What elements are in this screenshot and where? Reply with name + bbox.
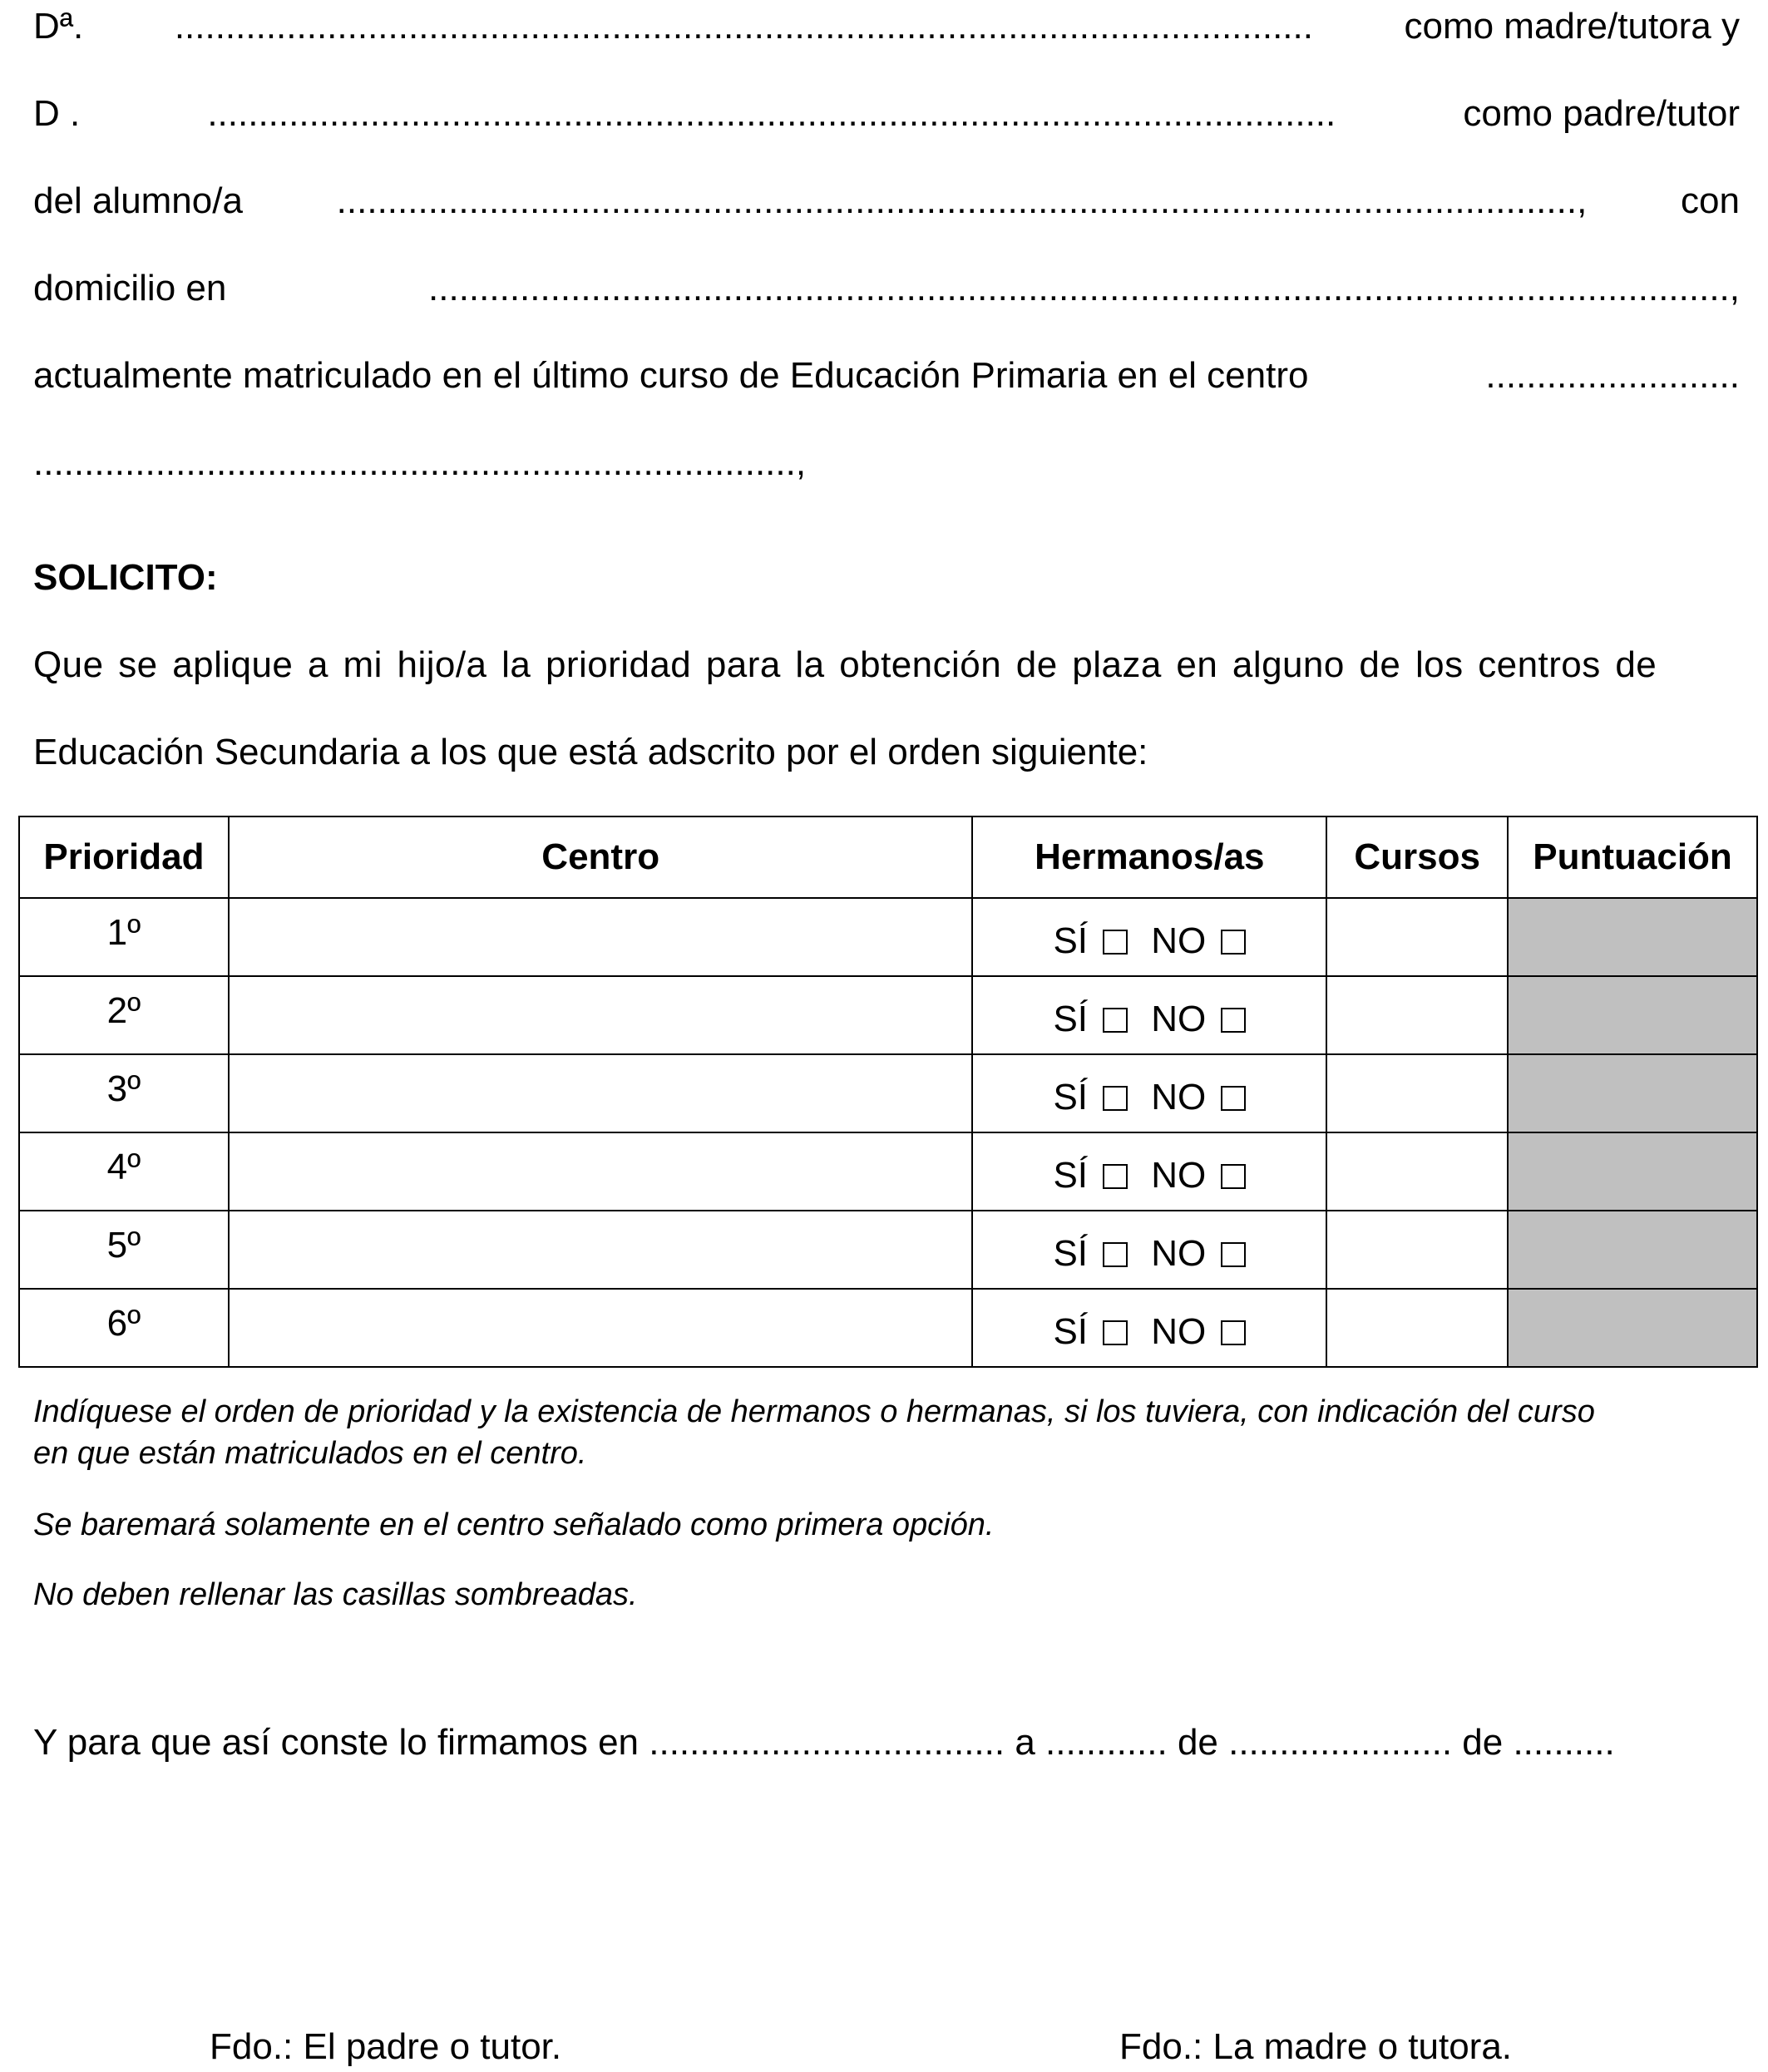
prioridad-cell: 2º	[19, 976, 229, 1054]
table-row	[19, 1132, 1757, 1211]
signature-mother: Fdo.: La madre o tutora.	[1119, 2026, 1513, 2067]
padre-dots: ...............................................................................................................	[207, 93, 1336, 134]
header-prioridad: Prioridad	[19, 816, 229, 898]
si-checkbox[interactable]	[1103, 930, 1128, 955]
centro-dots: .........................	[1485, 355, 1740, 396]
no-label: NO	[1151, 1233, 1207, 1274]
si-label: SÍ	[1053, 1155, 1089, 1196]
table-row	[19, 1054, 1757, 1132]
header-centro: Centro	[229, 816, 973, 898]
no-label: NO	[1151, 1077, 1207, 1117]
prioridad-cell: 5º	[19, 1211, 229, 1289]
no-checkbox[interactable]	[1221, 1008, 1246, 1033]
note-prioridad-line-1: Indíquese el orden de prioridad y la existencia de hermanos o hermanas, si los tuviera, con indicación del curso	[33, 1394, 1595, 1429]
priority-table	[18, 816, 1758, 1368]
table-row	[19, 898, 1757, 976]
si-checkbox[interactable]	[1103, 1242, 1128, 1267]
madre-label: Dª.	[33, 6, 84, 47]
centro-cell[interactable]	[229, 976, 973, 1054]
cursos-cell[interactable]	[1326, 976, 1508, 1054]
puntuacion-shaded-cell	[1508, 1132, 1757, 1211]
hermanos-cell	[972, 1211, 1326, 1289]
si-checkbox[interactable]	[1103, 1086, 1128, 1111]
centro-label: actualmente matriculado en el último curso de Educación Primaria en el centro	[33, 355, 1309, 396]
prioridad-cell: 1º	[19, 898, 229, 976]
si-label: SÍ	[1053, 1077, 1089, 1117]
cursos-cell[interactable]	[1326, 1211, 1508, 1289]
domicilio-dots: ................................................................................................................................,	[428, 268, 1740, 308]
centro-cell[interactable]	[229, 1132, 973, 1211]
alumno-line	[33, 176, 1740, 226]
padre-label: D .	[33, 93, 81, 134]
solicito-heading: SOLICITO:	[33, 557, 218, 598]
madre-role: como madre/tutora y	[1404, 6, 1740, 47]
puntuacion-shaded-cell	[1508, 898, 1757, 976]
table-row	[19, 976, 1757, 1054]
padre-role: como padre/tutor	[1463, 93, 1740, 134]
note-baremo: Se baremará solamente en el centro señalado como primera opción.	[33, 1507, 995, 1542]
alumno-label: del alumno/a	[33, 180, 243, 221]
puntuacion-shaded-cell	[1508, 1289, 1757, 1367]
puntuacion-shaded-cell	[1508, 1054, 1757, 1132]
no-checkbox[interactable]	[1221, 1242, 1246, 1267]
domicilio-label: domicilio en	[33, 268, 227, 308]
note-sombreadas: No deben rellenar las casillas sombreadas.	[33, 1577, 638, 1612]
table-row	[19, 1289, 1757, 1367]
madre-dots: ................................................................................................................	[174, 6, 1313, 47]
prioridad-cell: 3º	[19, 1054, 229, 1132]
prioridad-cell: 6º	[19, 1289, 229, 1367]
madre-line	[33, 2, 1740, 52]
padre-line	[33, 89, 1740, 139]
alumno-con: con	[1681, 180, 1740, 221]
request-line-1: Que se aplique a mi hijo/a la prioridad para la obtención de plaza en alguno de los centros de	[33, 644, 1657, 685]
no-label: NO	[1151, 1155, 1207, 1196]
si-checkbox[interactable]	[1103, 1164, 1128, 1189]
centro-cell[interactable]	[229, 898, 973, 976]
no-label: NO	[1151, 1311, 1207, 1352]
centro-line	[33, 351, 1740, 401]
no-checkbox[interactable]	[1221, 1320, 1246, 1345]
si-label: SÍ	[1053, 1311, 1089, 1352]
hermanos-cell	[972, 976, 1326, 1054]
hermanos-cell	[972, 1289, 1326, 1367]
header-cursos: Cursos	[1326, 816, 1508, 898]
request-line-2: Educación Secundaria a los que está adscrito por el orden siguiente:	[33, 732, 1148, 772]
table-row	[19, 1211, 1757, 1289]
no-checkbox[interactable]	[1221, 1164, 1246, 1189]
note-prioridad	[33, 1391, 1768, 1474]
signature-father: Fdo.: El padre o tutor.	[210, 2026, 562, 2067]
cursos-cell[interactable]	[1326, 1054, 1508, 1132]
note-prioridad-line-2: en que están matriculados en el centro.	[33, 1436, 587, 1471]
cursos-cell[interactable]	[1326, 1289, 1508, 1367]
cursos-cell[interactable]	[1326, 1132, 1508, 1211]
no-checkbox[interactable]	[1221, 930, 1246, 955]
closing-line: Y para que así conste lo firmamos en ................................... a ............ de ...................... de ..........	[33, 1722, 1615, 1763]
prioridad-cell: 4º	[19, 1132, 229, 1211]
domicilio-line	[33, 264, 1740, 313]
cursos-cell[interactable]	[1326, 898, 1508, 976]
si-label: SÍ	[1053, 920, 1089, 961]
puntuacion-shaded-cell	[1508, 976, 1757, 1054]
centro-cell[interactable]	[229, 1211, 973, 1289]
hermanos-cell	[972, 898, 1326, 976]
si-checkbox[interactable]	[1103, 1008, 1128, 1033]
si-label: SÍ	[1053, 1233, 1089, 1274]
no-label: NO	[1151, 999, 1207, 1039]
hermanos-cell	[972, 1054, 1326, 1132]
no-label: NO	[1151, 920, 1207, 961]
alumno-dots: ..........................................................................................................................,	[336, 180, 1588, 221]
table-header-row	[19, 816, 1757, 898]
puntuacion-shaded-cell	[1508, 1211, 1757, 1289]
no-checkbox[interactable]	[1221, 1086, 1246, 1111]
header-hermanos: Hermanos/as	[972, 816, 1326, 898]
centro-continuation-line: ...........................................................................,	[33, 442, 807, 483]
centro-cell[interactable]	[229, 1289, 973, 1367]
centro-cell[interactable]	[229, 1054, 973, 1132]
si-label: SÍ	[1053, 999, 1089, 1039]
si-checkbox[interactable]	[1103, 1320, 1128, 1345]
hermanos-cell	[972, 1132, 1326, 1211]
header-puntuacion: Puntuación	[1508, 816, 1757, 898]
